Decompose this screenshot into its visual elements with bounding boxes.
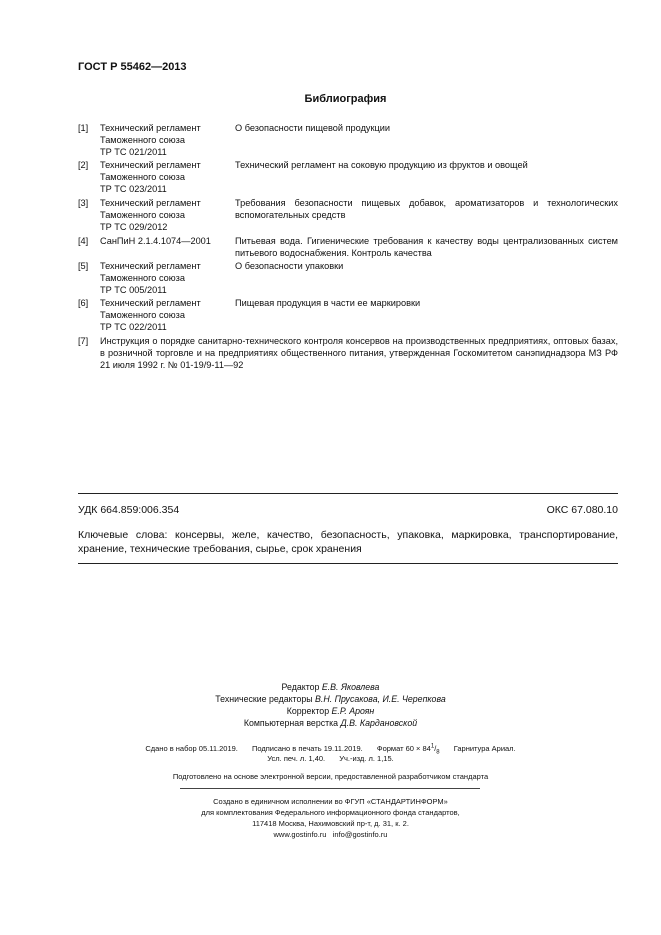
credit-layout bbox=[0, 718, 661, 729]
print-sheets bbox=[0, 753, 661, 765]
item-source bbox=[100, 122, 230, 158]
signed-date: Подписано в печать 19.11.2019. bbox=[251, 743, 363, 753]
website-link[interactable]: www.gostinfo.ru bbox=[273, 830, 327, 839]
email-link[interactable]: info@gostinfo.ru bbox=[332, 830, 388, 839]
item-title: Требования безопасности пищевых добавок, ароматизаторов и технологических вспомогательных средств bbox=[235, 198, 618, 220]
source-line: Таможенного союза bbox=[100, 310, 185, 320]
source-line: Технический регламент bbox=[100, 198, 201, 208]
source-line: ТР ТС 029/2012 bbox=[100, 222, 168, 232]
source-line: Таможенного союза bbox=[100, 273, 185, 283]
item-source bbox=[100, 260, 230, 296]
credit-editor bbox=[0, 682, 661, 693]
source-line: Технический регламент bbox=[100, 298, 201, 308]
item-source bbox=[100, 235, 230, 247]
format-prefix: Формат 60 × 84 bbox=[376, 743, 431, 753]
publisher-address: 117418 Москва, Нахимовский пр-т, д. 31, к. 2. bbox=[252, 819, 409, 828]
item-number: [4] bbox=[78, 236, 89, 246]
credit-name: В.Н. Прусакова, И.Е. Черепкова bbox=[315, 694, 446, 704]
credit-label: Компьютерная верстка bbox=[243, 718, 339, 728]
credit-name: Е.В. Яковлева bbox=[321, 682, 380, 692]
print-sheets-value: Усл. печ. л. 1,40. bbox=[267, 754, 326, 763]
source-line: ТР ТС 022/2011 bbox=[100, 322, 167, 332]
udk-code: УДК 664.859:006.354 bbox=[78, 504, 180, 516]
item-number: [7] bbox=[78, 336, 89, 346]
item-title: Технический регламент на соковую продукцию из фруктов и овощей bbox=[235, 160, 528, 170]
credit-name: Е.Р. Ароян bbox=[331, 706, 375, 716]
divider bbox=[78, 493, 618, 494]
source-line: Таможенного союза bbox=[100, 210, 185, 220]
format-sub: 8 bbox=[436, 749, 440, 755]
item-number: [5] bbox=[78, 261, 89, 271]
source-line: Таможенного союза bbox=[100, 172, 185, 182]
credit-name: Д.В. Кардановской bbox=[340, 718, 418, 728]
keywords: Ключевые слова: консервы, желе, качество, безопасность, упаковка, маркировка, транспортирование, хранение, технические требования, сырье, срок хранения bbox=[78, 529, 618, 555]
item-source bbox=[100, 297, 230, 333]
prepared-note: Подготовлено на основе электронной версии, предоставленной разработчиком стандарта bbox=[172, 772, 489, 781]
item-number: [6] bbox=[78, 298, 89, 308]
item-title: Пищевая продукция в части ее маркировки bbox=[235, 298, 421, 308]
source-line: Технический регламент bbox=[100, 261, 201, 271]
credit-corrector bbox=[0, 706, 661, 717]
item-number: [3] bbox=[78, 198, 89, 208]
standard-header: ГОСТ Р 55462—2013 bbox=[78, 61, 187, 73]
source-line: Технический регламент bbox=[100, 160, 201, 170]
source-line: Технический регламент bbox=[100, 123, 201, 133]
source-line: ТР ТС 021/2011 bbox=[100, 147, 167, 157]
credit-label: Корректор bbox=[286, 706, 330, 716]
source-line: ТР ТС 023/2011 bbox=[100, 184, 167, 194]
print-format: Формат $60 \times 84^1/_8$ bbox=[376, 743, 440, 755]
item-source bbox=[100, 197, 230, 233]
source-line: ТР ТС 005/2011 bbox=[100, 285, 167, 295]
item-title: О безопасности упаковки bbox=[235, 261, 344, 271]
credit-label: Редактор bbox=[281, 682, 320, 692]
format-sup: 1 bbox=[430, 743, 435, 749]
section-title: Библиография bbox=[304, 93, 387, 105]
credit-label: Технические редакторы bbox=[215, 694, 313, 704]
credit-tech-editors bbox=[0, 694, 661, 705]
item-title: Питьевая вода. Гигиенические требования к качеству воды централизованных систем питьевого водоснабжения. Контроль качества bbox=[235, 236, 618, 258]
item-number: [1] bbox=[78, 123, 89, 133]
publisher-contacts bbox=[0, 830, 661, 840]
pub-sheets-value: Уч.-изд. л. 1,15. bbox=[339, 754, 394, 763]
item-source bbox=[100, 159, 230, 195]
publisher-line: для комплектования Федерального информационного фонда стандартов, bbox=[201, 808, 460, 817]
source-line: Таможенного союза bbox=[100, 135, 185, 145]
publisher-line: Создано в единичном исполнении во ФГУП «СТАНДАРТИНФОРМ» bbox=[213, 797, 448, 806]
divider bbox=[180, 788, 480, 789]
source-line: СанПиН 2.1.4.1074—2001 bbox=[100, 236, 211, 246]
item-title: О безопасности пищевой продукции bbox=[235, 123, 391, 133]
set-date: Сдано в набор 05.11.2019. bbox=[145, 743, 238, 753]
oks-code: ОКС 67.080.10 bbox=[546, 504, 618, 516]
typeface: Гарнитура Ариал. bbox=[453, 743, 516, 753]
item-number: [2] bbox=[78, 160, 89, 170]
item-full-title: Инструкция о порядке санитарно-технического контроля консервов на производственных предприятиях, оптовых базах, в розничной торговле и на предприятиях общественного питания, утвержденная Госкомитетом санэпиднадзора МЗ РФ 21 июля 1992 г. № 01-19/9-11—92 bbox=[100, 336, 618, 370]
divider bbox=[78, 563, 618, 564]
